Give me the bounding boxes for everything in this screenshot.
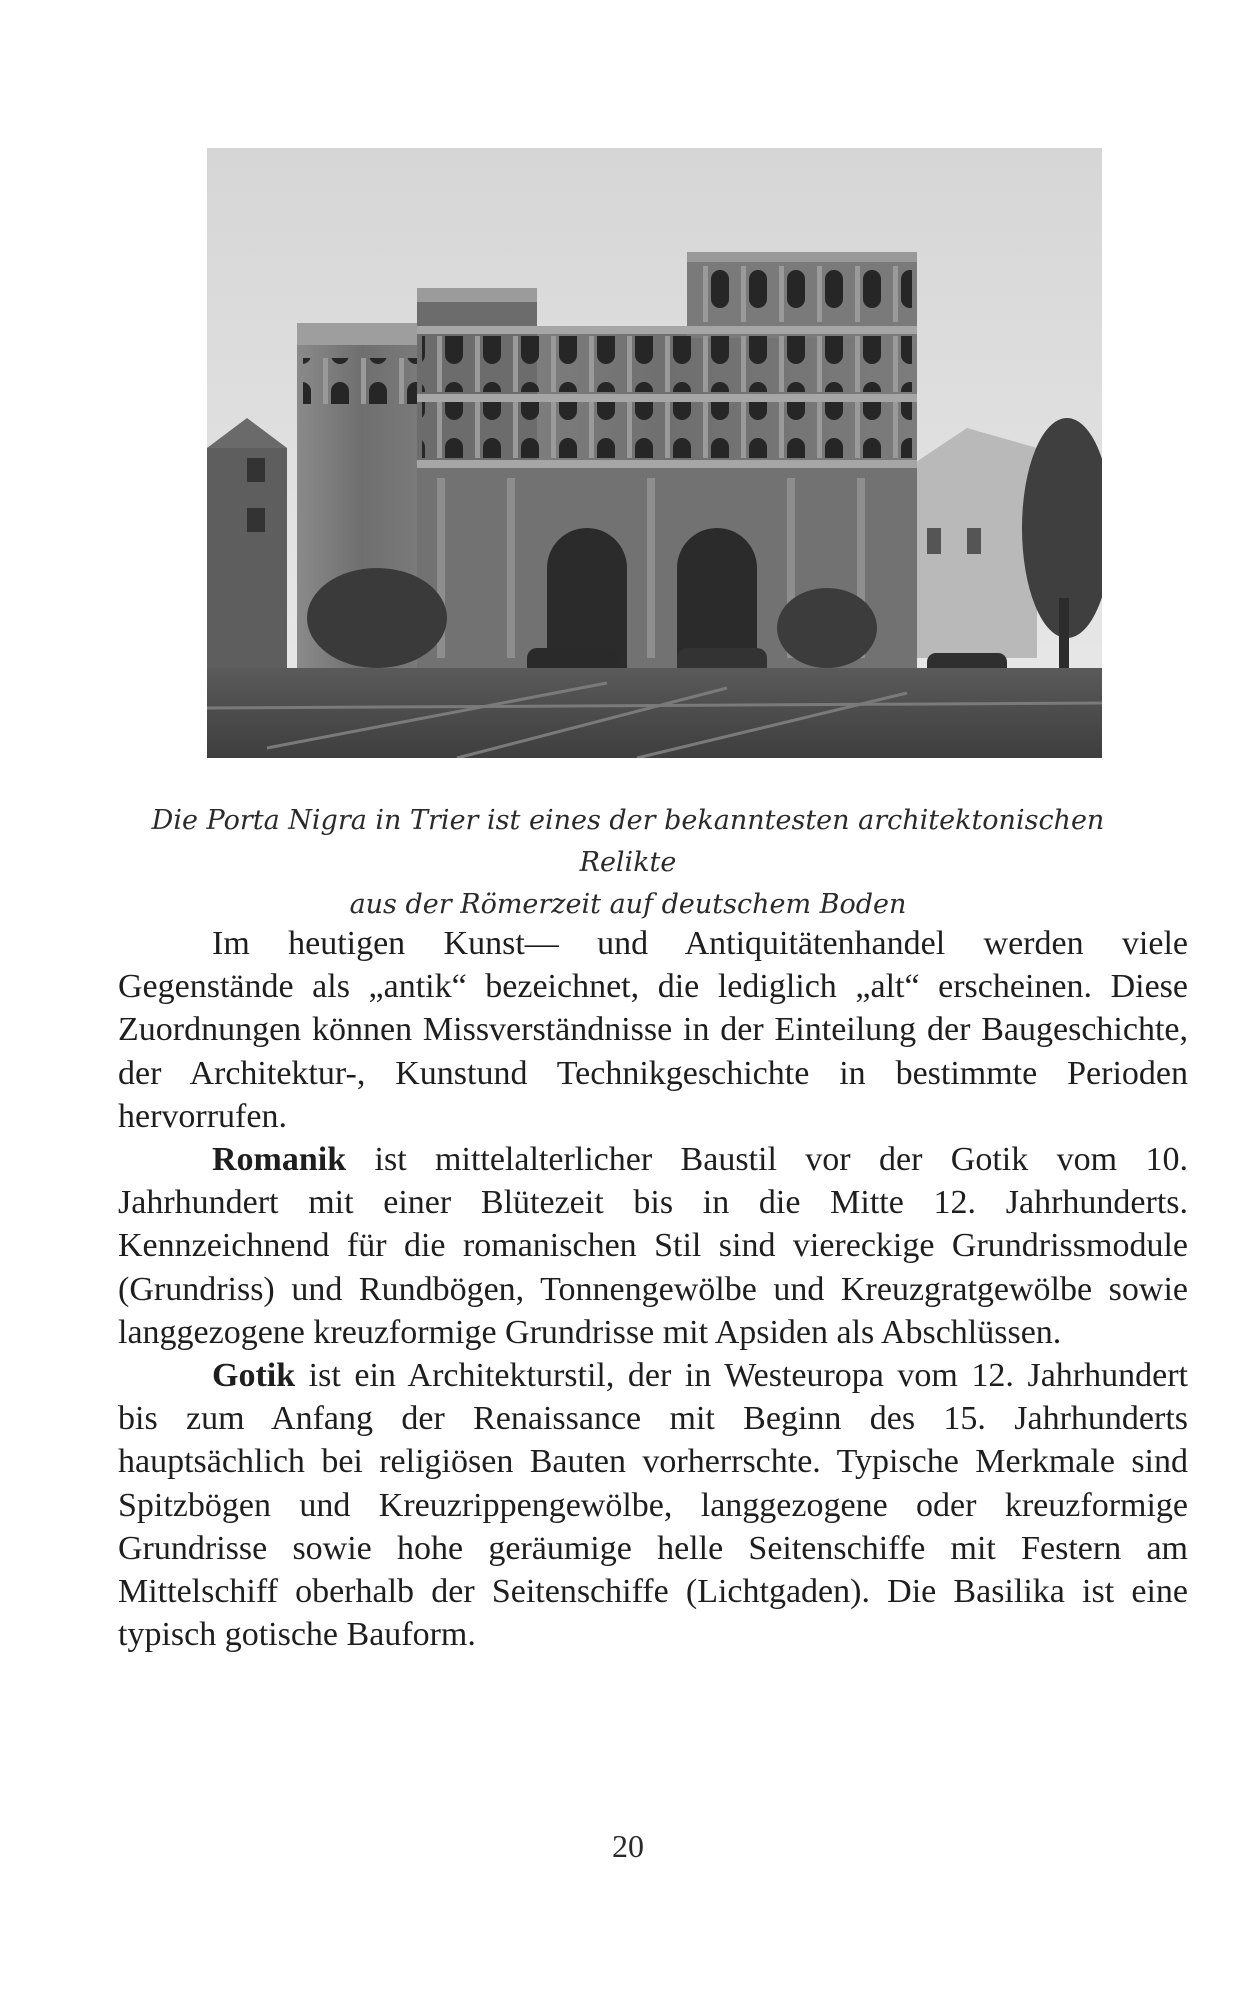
- paragraph-intro: Im heutigen Kunst— und Antiquitätenhandel werden viele Gegenstände als „antik“ bezeichnet, die lediglich „alt“ erscheinen. Diese Zuordnungen können Missverständnisse in der Einteilung der Baugeschichte, der Architektur-, Kunstund Technikgeschichte in bestimmte Perioden hervorrufen.: [118, 925, 1188, 1135]
- paragraph-romanik: [118, 1138, 1188, 1354]
- porta-nigra-photo: [207, 148, 1102, 758]
- figure-caption: [120, 800, 1136, 926]
- caption-line-1: Die Porta Nigra in Trier ist eines der bekanntesten architektonischen Relikte: [151, 805, 1105, 878]
- body-text: [118, 922, 1188, 1656]
- romanik-definition: ist mittelalterlicher Baustil vor der Gotik vom 10. Jahrhundert mit einer Blütezeit bis in die Mitte 12. Jahrhunderts. Kennzeichnend für die romanischen Stil sind viereckige Grundrissmodule (Grundriss) und Rundbögen, Tonnengewölbe und Kreuzgratgewölbe sowie langgezogene kreuzformige Grundrisse mit Apsiden als Abschlüssen.: [118, 1141, 1188, 1351]
- caption-line-2: aus der Römerzeit auf deutschem Boden: [349, 889, 907, 920]
- page-number: 20: [612, 1828, 644, 1864]
- paragraph-gotik: [118, 1354, 1188, 1656]
- term-romanik: Romanik: [212, 1141, 347, 1179]
- term-gotik: Gotik: [212, 1357, 296, 1395]
- gotik-definition: ist ein Architekturstil, der in Westeuropa vom 12. Jahrhundert bis zum Anfang der Renaissance mit Beginn des 15. Jahrhunderts hauptsächlich bei religiösen Bauten vorherrschte. Typische Merkmale sind Spitzbögen und Kreuzrippengewölbe, langgezogene oder kreuzformige Grundrisse sowie hohe geräumige helle Seitenschiffe mit Festern am Mittelschiff oberhalb der Seitenschiffe (Lichtgaden). Die Basilika ist eine typisch gotische Bauform.: [118, 1357, 1188, 1654]
